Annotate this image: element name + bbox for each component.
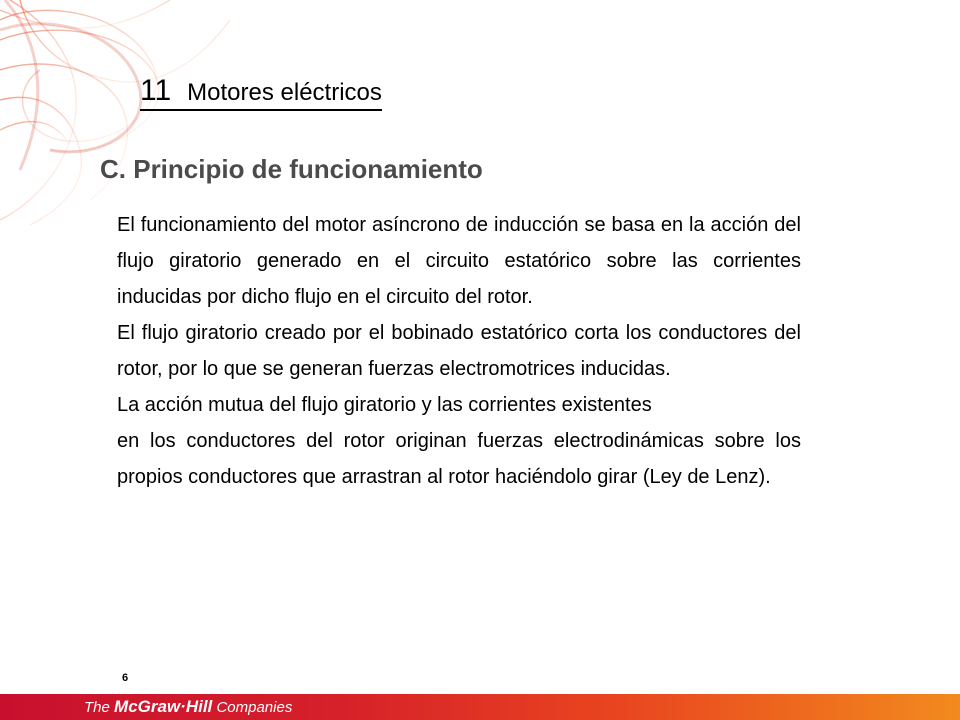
logo-brand: McGraw·Hill [114, 697, 213, 716]
decorative-swirl [0, 0, 240, 230]
body-text [117, 207, 801, 495]
section-title: C. Principio de funcionamiento [100, 154, 483, 184]
chapter-title: Motores eléctricos [187, 79, 382, 106]
logo-suffix: Companies [216, 699, 293, 716]
chapter-heading [140, 74, 382, 111]
logo-prefix: The [84, 699, 110, 716]
paragraph: en los conductores del rotor originan fuerzas electrodinámicas sobre los propios conductores que arrastran al rotor haciéndolo girar (Ley de Lenz). [117, 430, 801, 488]
publisher-logo [84, 697, 292, 717]
chapter-number: 11 [140, 74, 172, 107]
paragraph: La acción mutua del flujo giratorio y las corrientes existentes [117, 394, 652, 416]
paragraph: El flujo giratorio creado por el bobinado estatórico corta los conductores del rotor, por lo que se generan fuerzas electromotrices inducidas. [117, 322, 801, 380]
footer-bar [0, 694, 960, 720]
page-number: 6 [122, 672, 129, 684]
paragraph: El funcionamiento del motor asíncrono de inducción se basa en la acción del flujo giratorio generado en el circuito estatórico sobre las corrientes inducidas por dicho flujo en el circuito del rotor. [117, 214, 801, 308]
